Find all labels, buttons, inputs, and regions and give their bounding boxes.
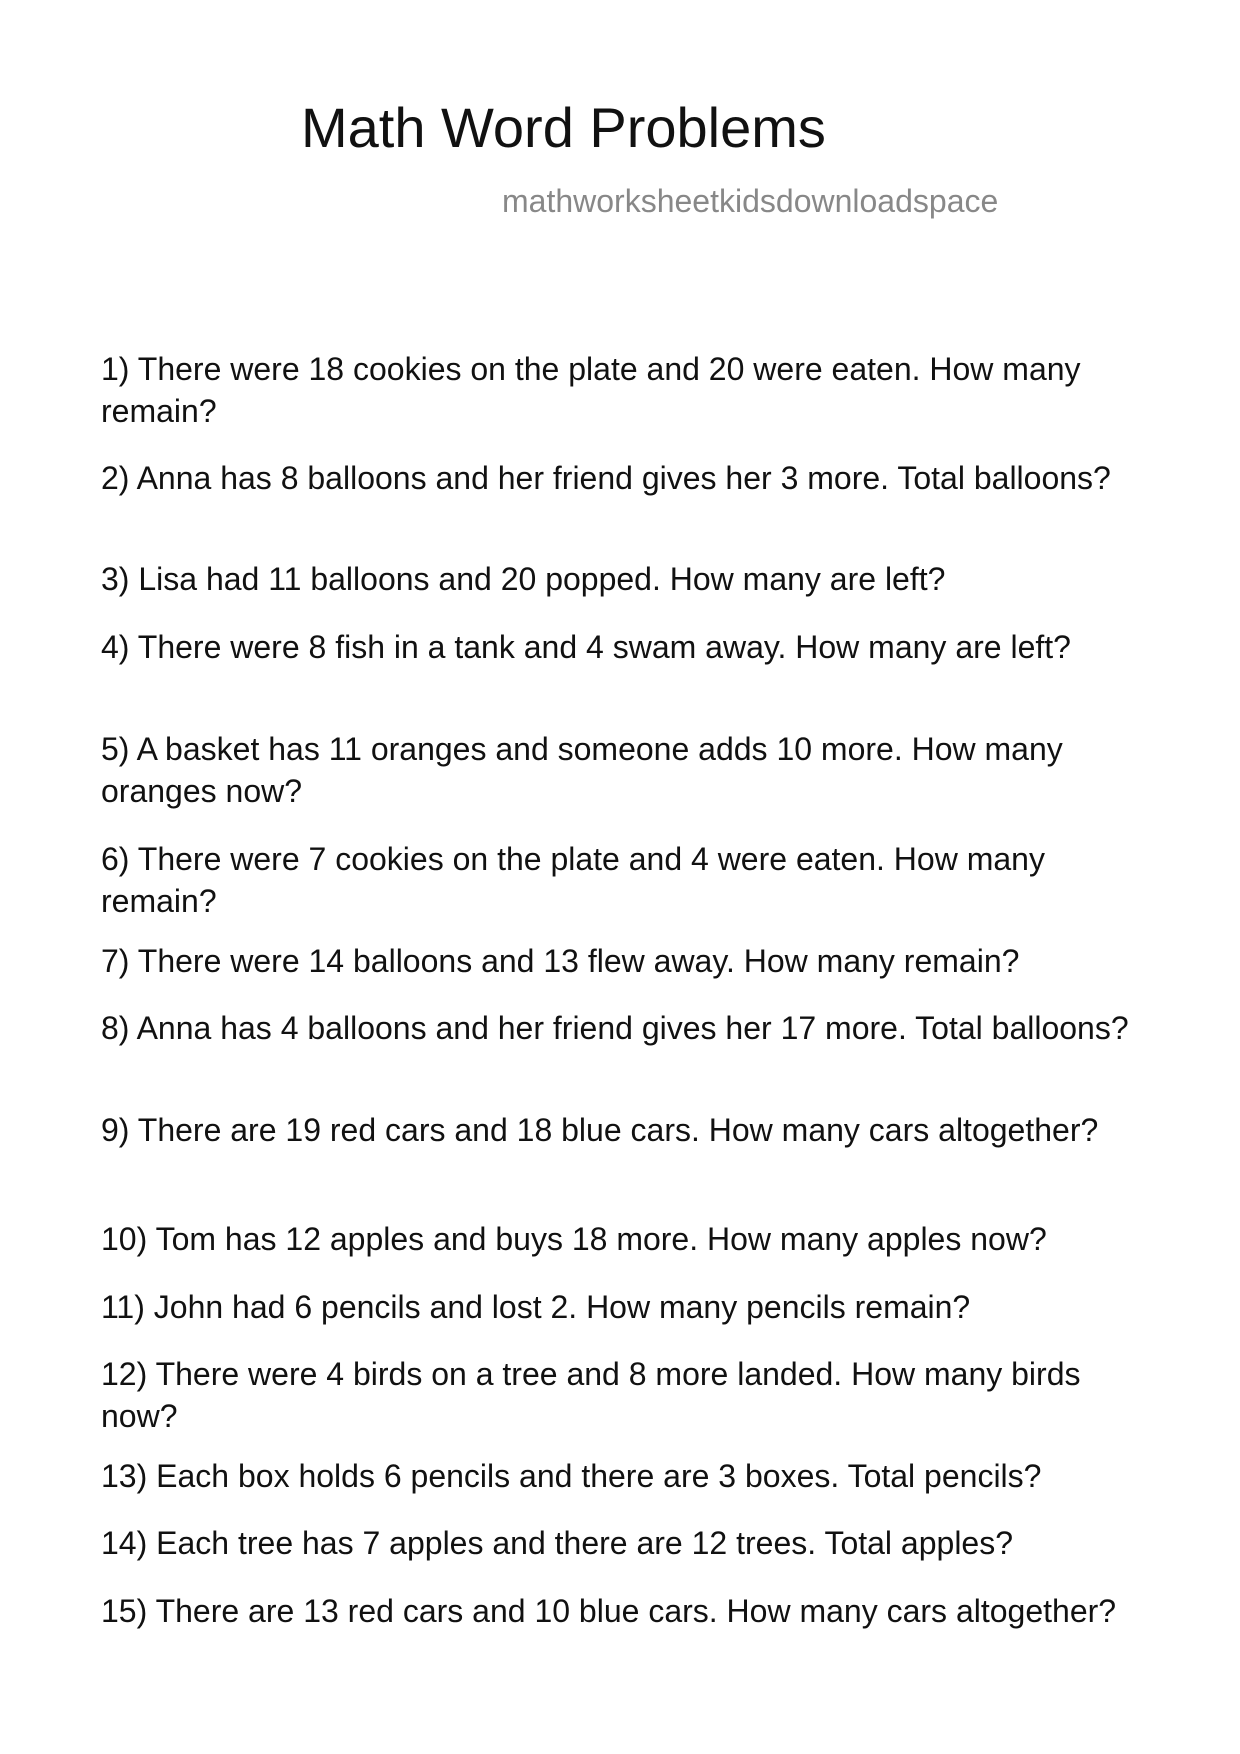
problem-item: 11) John had 6 pencils and lost 2. How many pencils remain? (101, 1289, 971, 1325)
problem-item: 14) Each tree has 7 apples and there are 12 trees. Total apples? (101, 1525, 1014, 1561)
problem-item: 15) There are 13 red cars and 10 blue cars. How many cars altogether? (101, 1593, 1117, 1629)
problem-item: 13) Each box holds 6 pencils and there are 3 boxes. Total pencils? (101, 1458, 1042, 1494)
problem-item: 9) There are 19 red cars and 18 blue cars. How many cars altogether? (101, 1112, 1099, 1148)
problem-item: 4) There were 8 fish in a tank and 4 swam away. How many are left? (101, 629, 1071, 665)
problem-item: 8) Anna has 4 balloons and her friend gives her 17 more. Total balloons? (101, 1010, 1129, 1046)
problem-item: 5) A basket has 11 oranges and someone adds 10 more. How many oranges now? (101, 731, 1063, 809)
website-label: mathworksheetkidsdownloadspace (502, 183, 999, 219)
problem-item: 12) There were 4 birds on a tree and 8 more landed. How many birds now? (101, 1356, 1081, 1434)
problem-item: 6) There were 7 cookies on the plate and 4 were eaten. How many remain? (101, 841, 1045, 919)
problem-item: 7) There were 14 balloons and 13 flew away. How many remain? (101, 943, 1020, 979)
problem-item: 2) Anna has 8 balloons and her friend gives her 3 more. Total balloons? (101, 460, 1111, 496)
problem-item: 10) Tom has 12 apples and buys 18 more. How many apples now? (101, 1221, 1047, 1257)
page-title: Math Word Problems (301, 96, 826, 159)
problem-item: 3) Lisa had 11 balloons and 20 popped. How many are left? (101, 561, 946, 597)
problem-item: 1) There were 18 cookies on the plate and 20 were eaten. How many remain? (101, 351, 1081, 429)
